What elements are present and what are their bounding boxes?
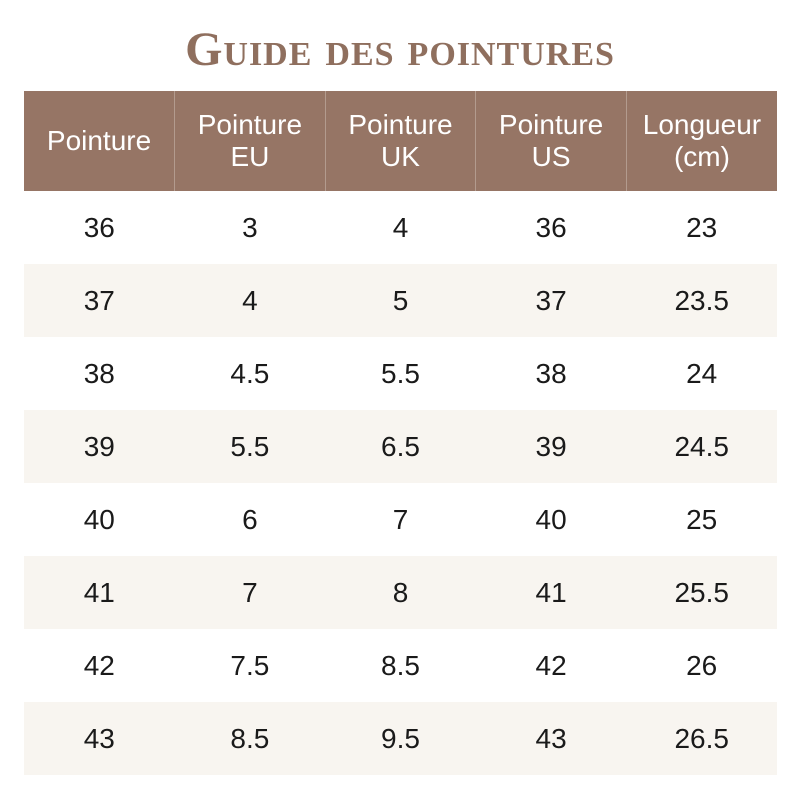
header-pointure (24, 91, 175, 191)
table-cell: 9.5 (325, 702, 476, 775)
table-cell: 23 (626, 191, 777, 264)
table-cell: 4 (175, 264, 326, 337)
table-cell: 4.5 (175, 337, 326, 410)
header-line: Pointure (46, 125, 152, 156)
table-cell: 5 (325, 264, 476, 337)
table-cell: 23.5 (626, 264, 777, 337)
header-line: EU (230, 141, 270, 172)
header-line: US (531, 141, 571, 172)
table-cell: 7 (325, 483, 476, 556)
table-cell: 36 (476, 191, 627, 264)
header-line: Longueur (642, 109, 762, 140)
table-cell: 37 (24, 264, 175, 337)
header-line: Pointure (348, 109, 453, 140)
table-header-row (24, 91, 777, 191)
table-cell: 36 (24, 191, 175, 264)
header-line: Pointure (498, 109, 604, 140)
size-chart-table (24, 91, 777, 775)
header-pointure-us (476, 91, 627, 191)
table-cell: 38 (476, 337, 627, 410)
table-row (24, 410, 777, 483)
table-cell: 39 (476, 410, 627, 483)
table-cell: 8.5 (175, 702, 326, 775)
table-cell: 3 (175, 191, 326, 264)
table-cell: 43 (24, 702, 175, 775)
page-title: Guide des pointures (185, 23, 615, 76)
table-cell: 8.5 (325, 629, 476, 702)
header-pointure-uk (325, 91, 476, 191)
table-cell: 38 (24, 337, 175, 410)
table-cell: 39 (24, 410, 175, 483)
table-cell: 26 (626, 629, 777, 702)
header-pointure-eu (175, 91, 326, 191)
table-cell: 42 (24, 629, 175, 702)
table-cell: 37 (476, 264, 627, 337)
table-row (24, 191, 777, 264)
table-cell: 40 (476, 483, 627, 556)
table-cell: 40 (24, 483, 175, 556)
table-cell: 8 (325, 556, 476, 629)
table-cell: 5.5 (325, 337, 476, 410)
table-cell: 41 (476, 556, 627, 629)
table-row (24, 337, 777, 410)
table-cell: 42 (476, 629, 627, 702)
table-cell: 43 (476, 702, 627, 775)
header-line: Pointure (197, 109, 303, 140)
table-row (24, 483, 777, 556)
table-cell: 4 (325, 191, 476, 264)
table-cell: 41 (24, 556, 175, 629)
table-cell: 6 (175, 483, 326, 556)
table-cell: 26.5 (626, 702, 777, 775)
header-longueur-cm (626, 91, 777, 191)
table-cell: 5.5 (175, 410, 326, 483)
table-row (24, 556, 777, 629)
table-row (24, 264, 777, 337)
table-cell: 7 (175, 556, 326, 629)
table-row (24, 702, 777, 775)
table-cell: 25 (626, 483, 777, 556)
header-line: UK (381, 141, 420, 172)
header-line: (cm) (673, 141, 730, 172)
table-cell: 7.5 (175, 629, 326, 702)
table-cell: 24.5 (626, 410, 777, 483)
table-cell: 6.5 (325, 410, 476, 483)
table-cell: 24 (626, 337, 777, 410)
table-cell: 25.5 (626, 556, 777, 629)
table-row (24, 629, 777, 702)
